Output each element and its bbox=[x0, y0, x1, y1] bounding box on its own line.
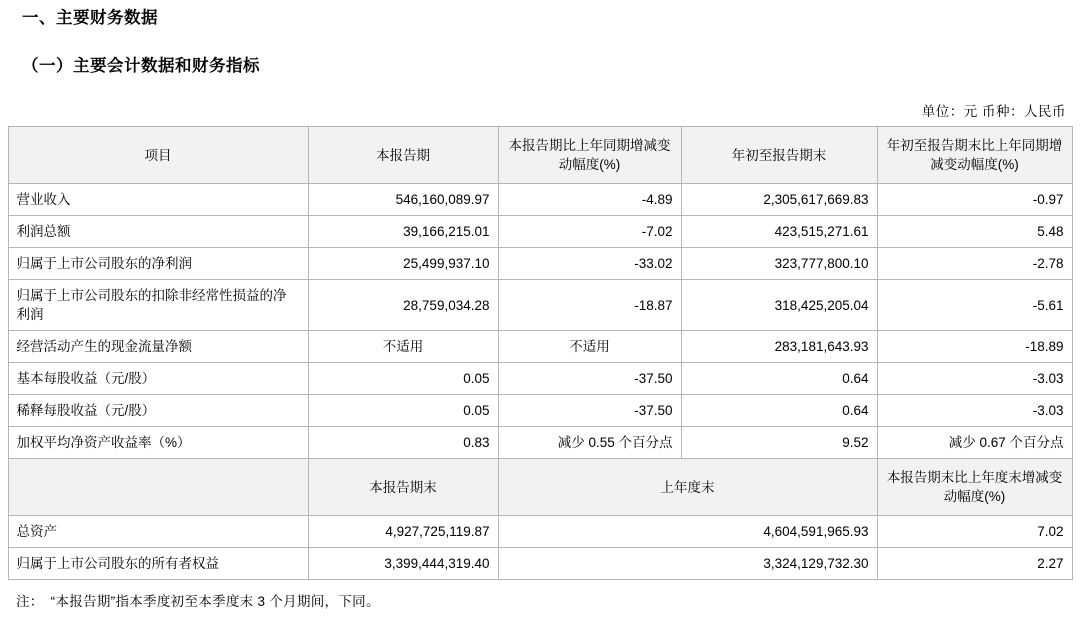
row-current-change: -18.87 bbox=[498, 280, 681, 331]
table-row bbox=[8, 395, 1072, 427]
header-ytd-change: 年初至报告期末比上年同期增减变动幅度(%) bbox=[877, 127, 1072, 184]
row-current: 0.05 bbox=[308, 395, 498, 427]
row-current-change: -37.50 bbox=[498, 363, 681, 395]
main-financial-table bbox=[8, 126, 1073, 580]
row-period-end: 3,399,444,319.40 bbox=[308, 548, 498, 580]
row-ytd-change: 5.48 bbox=[877, 216, 1072, 248]
table-row bbox=[8, 427, 1072, 459]
row-ytd-change: -3.03 bbox=[877, 395, 1072, 427]
table-row bbox=[8, 516, 1072, 548]
table-header-row bbox=[8, 127, 1072, 184]
header-current-period: 本报告期 bbox=[308, 127, 498, 184]
row-current-change: 不适用 bbox=[498, 331, 681, 363]
row-change: 7.02 bbox=[877, 516, 1072, 548]
row-ytd-change: -0.97 bbox=[877, 184, 1072, 216]
balance-header-change: 本报告期末比上年度末增减变动幅度(%) bbox=[877, 459, 1072, 516]
balance-header-row bbox=[8, 459, 1072, 516]
row-current-change: -7.02 bbox=[498, 216, 681, 248]
row-ytd: 318,425,205.04 bbox=[681, 280, 877, 331]
row-current: 0.05 bbox=[308, 363, 498, 395]
table-row bbox=[8, 548, 1072, 580]
unit-currency-note: 单位：元 币种：人民币 bbox=[921, 104, 1066, 119]
row-ytd-change: -18.89 bbox=[877, 331, 1072, 363]
row-ytd: 9.52 bbox=[681, 427, 877, 459]
table-footnote: 注： “本报告期”指本季度初至本季度末 3 个月期间，下同。 bbox=[16, 594, 380, 609]
balance-header-period-end: 本报告期末 bbox=[308, 459, 498, 516]
table-row bbox=[8, 248, 1072, 280]
row-label: 营业收入 bbox=[8, 184, 308, 216]
table-row bbox=[8, 331, 1072, 363]
row-period-end: 4,927,725,119.87 bbox=[308, 516, 498, 548]
row-label: 加权平均净资产收益率（%） bbox=[8, 427, 308, 459]
row-ytd: 423,515,271.61 bbox=[681, 216, 877, 248]
row-current: 546,160,089.97 bbox=[308, 184, 498, 216]
subsection-heading: （一）主要会计数据和财务指标 bbox=[22, 57, 260, 75]
row-ytd: 0.64 bbox=[681, 395, 877, 427]
row-ytd: 323,777,800.10 bbox=[681, 248, 877, 280]
row-current-change: 减少 0.55 个百分点 bbox=[498, 427, 681, 459]
balance-header-last-year-end: 上年度末 bbox=[498, 459, 877, 516]
row-last-year-end: 3,324,129,732.30 bbox=[498, 548, 877, 580]
row-current-change: -33.02 bbox=[498, 248, 681, 280]
row-last-year-end: 4,604,591,965.93 bbox=[498, 516, 877, 548]
row-current: 39,166,215.01 bbox=[308, 216, 498, 248]
document-page bbox=[0, 6, 1080, 620]
header-item: 项目 bbox=[8, 127, 308, 184]
row-label: 总资产 bbox=[8, 516, 308, 548]
row-current: 25,499,937.10 bbox=[308, 248, 498, 280]
row-label: 利润总额 bbox=[8, 216, 308, 248]
balance-header-blank bbox=[8, 459, 308, 516]
row-label: 稀释每股收益（元/股） bbox=[8, 395, 308, 427]
row-ytd-change: -2.78 bbox=[877, 248, 1072, 280]
row-current: 28,759,034.28 bbox=[308, 280, 498, 331]
row-current: 不适用 bbox=[308, 331, 498, 363]
table-row bbox=[8, 216, 1072, 248]
row-ytd-change: -3.03 bbox=[877, 363, 1072, 395]
row-ytd: 0.64 bbox=[681, 363, 877, 395]
row-label: 基本每股收益（元/股） bbox=[8, 363, 308, 395]
row-ytd: 2,305,617,669.83 bbox=[681, 184, 877, 216]
row-current-change: -37.50 bbox=[498, 395, 681, 427]
row-current: 0.83 bbox=[308, 427, 498, 459]
header-ytd: 年初至报告期末 bbox=[681, 127, 877, 184]
row-label: 经营活动产生的现金流量净额 bbox=[8, 331, 308, 363]
header-current-change: 本报告期比上年同期增减变动幅度(%) bbox=[498, 127, 681, 184]
row-current-change: -4.89 bbox=[498, 184, 681, 216]
row-label: 归属于上市公司股东的净利润 bbox=[8, 248, 308, 280]
table-row bbox=[8, 363, 1072, 395]
row-change: 2.27 bbox=[877, 548, 1072, 580]
row-ytd-change: -5.61 bbox=[877, 280, 1072, 331]
table-row bbox=[8, 184, 1072, 216]
row-label: 归属于上市公司股东的扣除非经常性损益的净利润 bbox=[8, 280, 308, 331]
section-heading: 一、主要财务数据 bbox=[22, 9, 158, 27]
row-label: 归属于上市公司股东的所有者权益 bbox=[8, 548, 308, 580]
table-row bbox=[8, 280, 1072, 331]
row-ytd: 283,181,643.93 bbox=[681, 331, 877, 363]
row-ytd-change: 减少 0.67 个百分点 bbox=[877, 427, 1072, 459]
